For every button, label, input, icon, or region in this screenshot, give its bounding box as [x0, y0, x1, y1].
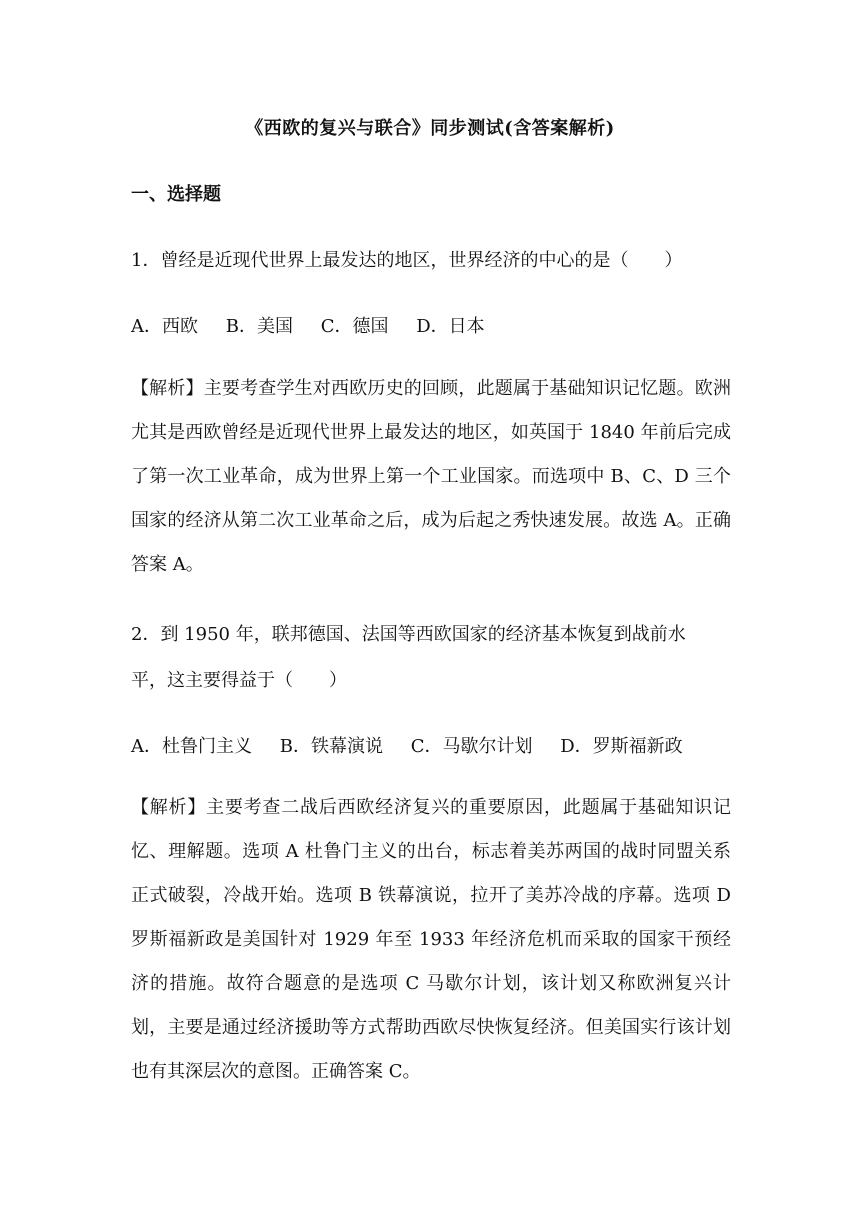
section-heading: 一、选择题	[131, 184, 221, 205]
question-2-analysis: 【解析】主要考查二战后西欧经济复兴的重要原因，此题属于基础知识记忆、理解题。选项 A 杜鲁门主义的出台，标志着美苏两国的战时同盟关系正式破裂，冷战开始。选项 B 铁幕演说，拉开了美苏冷战的序幕。选项 D 罗斯福新政是美国针对 1929 年至 1933 年经济危机而采取的国家干预经济的措施。故符合题意的是选项 C 马歇尔计划，该计划又称欧洲复兴计划，主要是通过经济援助等方式帮助西欧尽快恢复经济。但美国实行该计划也有其深层次的意图。正确答案 C。	[131, 797, 731, 1082]
question-1-options	[131, 312, 507, 338]
question-2-stem-line-1: 2．到 1950 年，联邦德国、法国等西欧国家的经济基本恢复到战前水	[131, 624, 686, 645]
question-2-option-c: C．马歇尔计划	[410, 736, 533, 757]
question-2-option-a: A．杜鲁门主义	[131, 736, 252, 757]
question-1-option-b: B．美国	[225, 316, 293, 337]
question-1-option-a: A．西欧	[131, 316, 198, 337]
document-title: 《西欧的复兴与联合》同步测试(含答案解析)	[245, 118, 615, 139]
question-1-option-d: D．日本	[416, 316, 485, 337]
question-1-stem: 1．曾经是近现代世界上最发达的地区，世界经济的中心的是（ ）	[131, 250, 683, 271]
question-2-stem-line-2: 平，这主要得益于（ ）	[131, 670, 347, 691]
question-1-analysis: 【解析】主要考查学生对西欧历史的回顾，此题属于基础知识记忆题。欧洲尤其是西欧曾经是近现代世界上最发达的地区，如英国于 1840 年前后完成了第一次工业革命，成为世界上第一个工业国家。而选项中 B、C、D 三个国家的经济从第二次工业革命之后，成为后起之秀快速发展。故选 A。正确答案 A。	[131, 378, 731, 575]
question-1-option-c: C．德国	[320, 316, 389, 337]
question-2-option-d: D．罗斯福新政	[560, 736, 683, 757]
question-2-option-b: B．铁幕演说	[279, 736, 383, 757]
question-2-options	[131, 732, 705, 758]
